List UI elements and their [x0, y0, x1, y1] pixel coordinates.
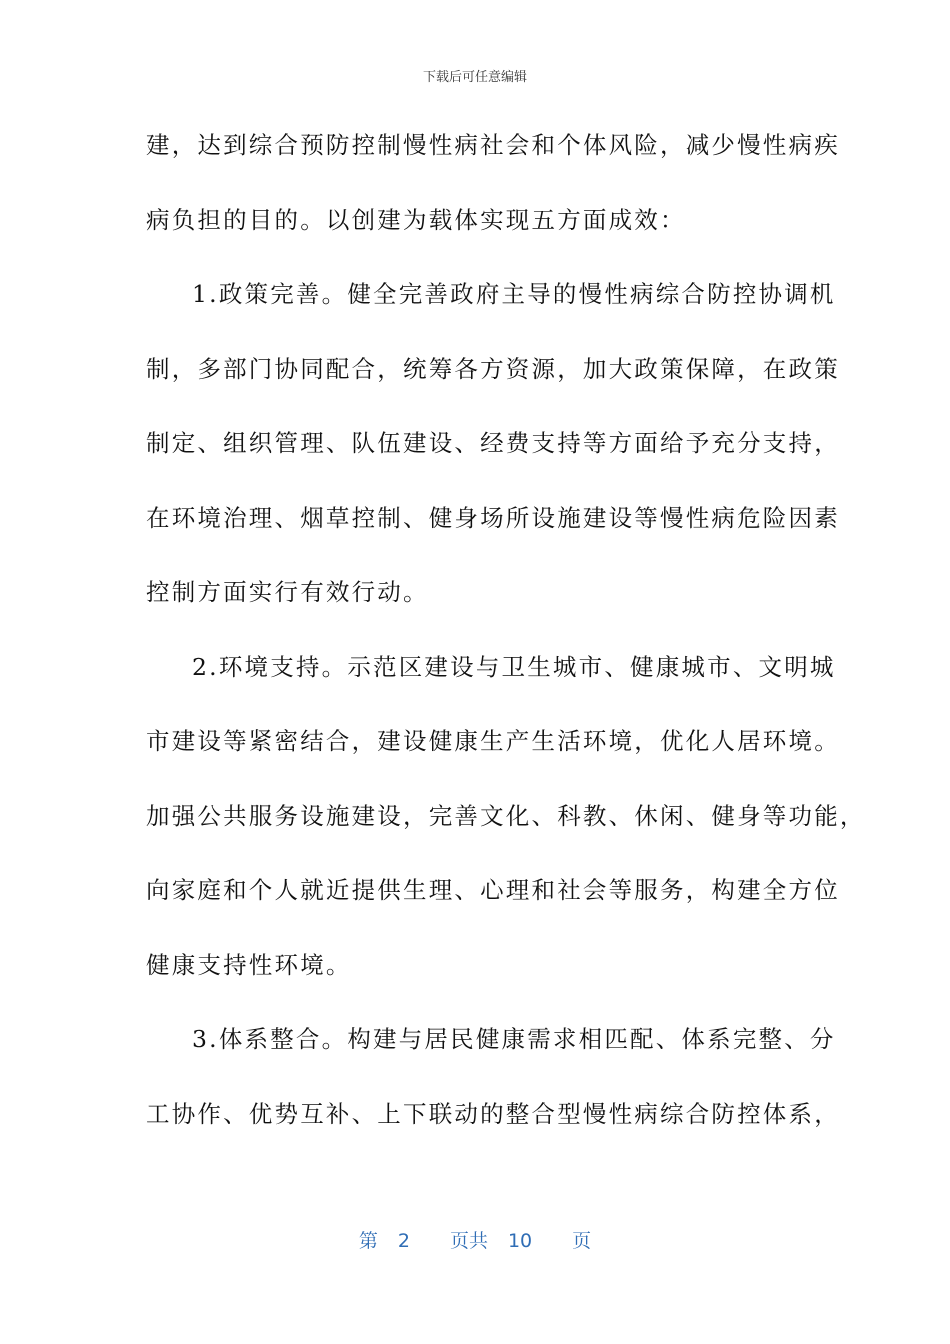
text-line: 病负担的目的。以创建为载体实现五方面成效：	[146, 205, 686, 234]
text-line: 工协作、优势互补、上下联动的整合型慢性病综合防控体系，	[146, 1099, 840, 1128]
header-note: 下载后可任意编辑	[422, 70, 527, 85]
document-body	[146, 118, 866, 1161]
text-line: 健康支持性环境。	[146, 950, 352, 979]
footer-prefix: 第	[358, 1230, 378, 1252]
text-line: 向家庭和个人就近提供生理、心理和社会等服务，构建全方位	[146, 876, 840, 904]
page-number-footer	[0, 1226, 950, 1253]
text-line: 在环境治理、烟草控制、健身场所设施建设等慢性病危险因素	[146, 503, 840, 532]
footer-total-pages: 10	[507, 1230, 533, 1252]
text-line: 制，多部门协同配合，统筹各方资源，加大政策保障，在政策	[146, 354, 840, 383]
paragraph-start-line: 1.政策完善。健全完善政府主导的慢性病综合防控协调机	[192, 280, 836, 308]
text-line: 市建设等紧密结合，建设健康生产生活环境，优化人居环境。	[146, 727, 840, 755]
text-line: 控制方面实行有效行动。	[146, 578, 429, 606]
text-line: 制定、组织管理、队伍建设、经费支持等方面给予充分支持，	[146, 429, 840, 457]
footer-suffix: 页	[572, 1230, 592, 1252]
text-line: 建，达到综合预防控制慢性病社会和个体风险，减少慢性病疾	[146, 131, 840, 159]
text-line: 加强公共服务设施建设，完善文化、科教、休闲、健身等功能，	[146, 801, 866, 830]
paragraph-start-line: 2.环境支持。示范区建设与卫生城市、健康城市、文明城	[192, 652, 836, 681]
paragraph-start-line: 3.体系整合。构建与居民健康需求相匹配、体系完整、分	[192, 1025, 836, 1053]
footer-current-page: 2	[397, 1230, 410, 1252]
footer-middle: 页共	[449, 1230, 488, 1252]
